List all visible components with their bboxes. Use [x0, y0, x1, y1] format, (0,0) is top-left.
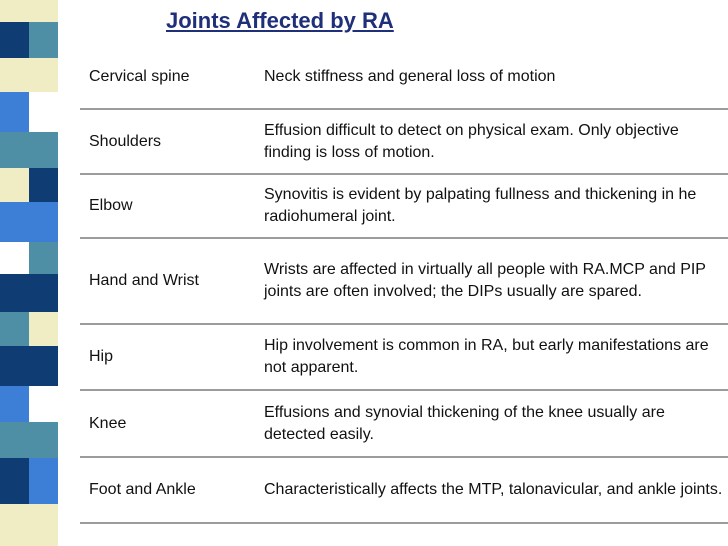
joint-description-cell: Effusion difficult to detect on physical exam. Only objective finding is loss of motion. [264, 121, 679, 161]
joint-description-cell: Hip involvement is common in RA, but early manifestations are not apparent. [264, 337, 709, 376]
strip-block [29, 92, 58, 132]
strip-block [0, 132, 58, 168]
joint-name-cell: Foot and Ankle [89, 481, 196, 498]
table-row [80, 324, 728, 390]
strip-block [0, 168, 29, 202]
strip-block [0, 92, 29, 132]
joint-name-cell: Cervical spine [89, 67, 190, 85]
strip-block [0, 458, 29, 504]
strip-block [0, 274, 58, 312]
strip-block [0, 386, 29, 422]
strip-block [29, 22, 58, 58]
strip-block [0, 0, 58, 22]
strip-block [0, 22, 29, 58]
strip-block [0, 202, 58, 242]
slide-title: Joints Affected by RA [166, 8, 394, 33]
strip-block [0, 242, 29, 274]
joint-name-cell: Knee [89, 414, 127, 432]
table-row [80, 457, 728, 523]
strip-block [29, 168, 58, 202]
strip-block [29, 458, 58, 504]
strip-block [29, 242, 58, 274]
table-row [80, 109, 728, 174]
joint-name-cell: Elbow [89, 197, 133, 214]
strip-block [0, 312, 29, 346]
strip-block [0, 58, 58, 92]
joint-description-cell: Neck stiffness and general loss of motion [264, 67, 556, 85]
joint-description-cell: Characteristically affects the MTP, talonavicular, and ankle joints. [264, 481, 723, 498]
table-row [80, 45, 728, 109]
joint-name-cell: Hand and Wrist [89, 272, 199, 289]
table-row [80, 174, 728, 238]
strip-block [0, 346, 58, 386]
decorative-side-strip [0, 0, 58, 546]
joint-description-cell: Effusions and synovial thickening of the knee usually are detected easily. [264, 403, 665, 443]
strip-block [0, 504, 58, 546]
table-row [80, 390, 728, 457]
joint-description-cell: Synovitis is evident by palpating fullness and thickening in he radiohumeral joint. [264, 186, 697, 225]
strip-block [29, 386, 58, 422]
strip-block [0, 422, 58, 458]
table-row [80, 238, 728, 324]
joint-name-cell: Hip [89, 348, 114, 365]
strip-block [29, 312, 58, 346]
joint-name-cell: Shoulders [89, 132, 162, 150]
joint-description-cell: Wrists are affected in virtually all people with RA.MCP and PIP joints are often involved; the DIPs usually are spared. [264, 261, 706, 300]
joints-table [80, 45, 728, 524]
